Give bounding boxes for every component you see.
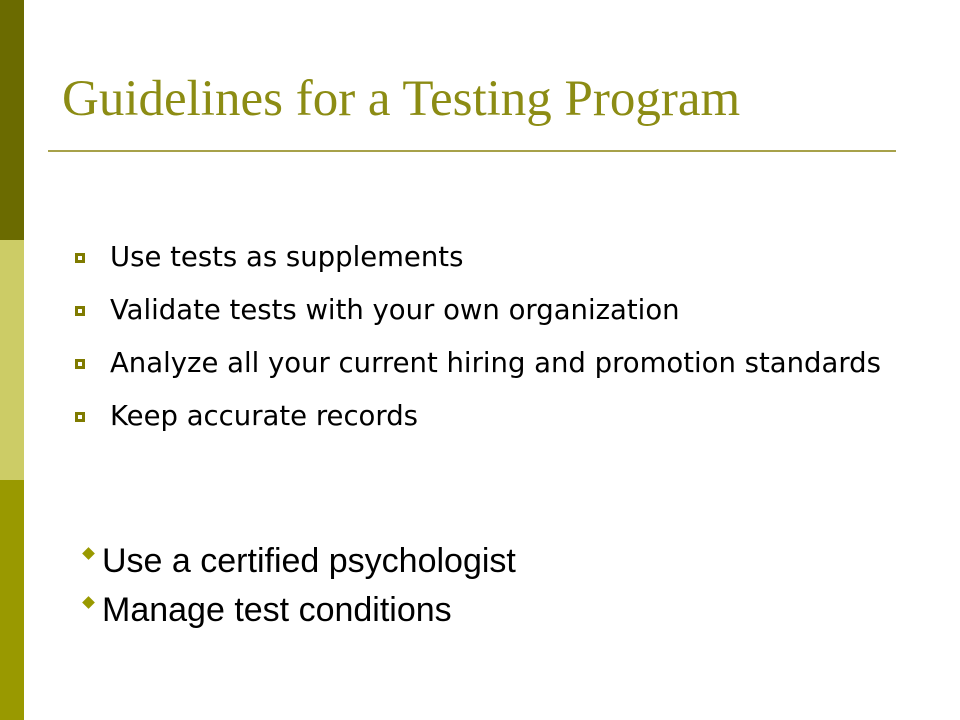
- title-underline: [48, 150, 896, 152]
- diamond-bullet-item: [80, 541, 516, 581]
- diamond-bullet-item: [80, 590, 516, 630]
- bullet-item: [74, 347, 934, 379]
- diamond-bullet-icon: [82, 547, 95, 560]
- diamond-bullet-list: [80, 541, 516, 639]
- square-bullet-icon: [75, 359, 85, 369]
- slide-title: Guidelines for a Testing Program: [62, 71, 741, 127]
- sidebar-accent: [0, 0, 24, 720]
- diamond-bullet-text: Manage test conditions: [102, 591, 452, 629]
- bullet-text: Keep accurate records: [110, 400, 418, 432]
- sidebar-segment-top: [0, 0, 24, 240]
- bullet-text: Validate tests with your own organization: [110, 294, 680, 326]
- diamond-bullet-icon: [82, 596, 95, 609]
- square-bullet-icon: [75, 306, 85, 316]
- bullet-item: [74, 294, 934, 326]
- diamond-bullet-text: Use a certified psychologist: [102, 542, 516, 580]
- bullet-text: Use tests as supplements: [110, 241, 464, 273]
- square-bullet-icon: [75, 412, 85, 422]
- bullet-list: [74, 241, 934, 453]
- sidebar-segment-middle: [0, 240, 24, 480]
- bullet-item: [74, 400, 934, 432]
- sidebar-segment-bottom: [0, 480, 24, 720]
- bullet-text: Analyze all your current hiring and promotion standards: [110, 347, 881, 379]
- bullet-item: [74, 241, 934, 273]
- square-bullet-icon: [75, 253, 85, 263]
